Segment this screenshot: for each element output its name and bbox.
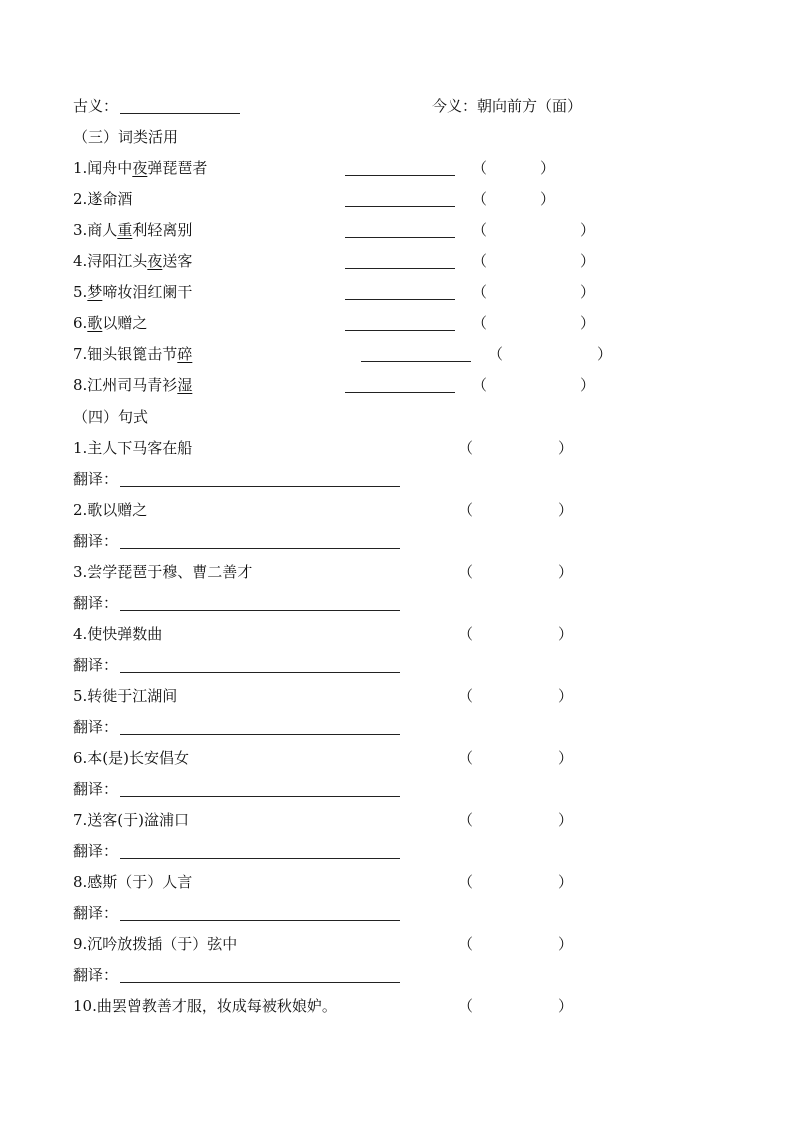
sentence-item: 1.主人下马客在船 xyxy=(73,439,193,457)
item-text: 8.江州司马青衫 xyxy=(73,376,178,394)
paren-open: （ xyxy=(458,625,474,643)
paren-open: （ xyxy=(472,376,488,394)
paren-open: （ xyxy=(488,345,504,363)
underlined-word: 梦 xyxy=(87,283,103,301)
answer-blank[interactable] xyxy=(345,223,455,238)
paren-open: （ xyxy=(458,997,474,1015)
paren-close: ） xyxy=(597,345,613,363)
paren-close: ） xyxy=(580,314,596,332)
answer-blank[interactable] xyxy=(345,161,455,176)
translation-blank[interactable] xyxy=(120,782,400,797)
underlined-word: 歌 xyxy=(87,314,103,332)
item-text: 利轻离别 xyxy=(132,221,193,239)
paren-close: ） xyxy=(580,252,596,270)
section3-item xyxy=(73,282,192,302)
section3-item xyxy=(73,344,192,364)
ancient-meaning-label: 古义： xyxy=(73,97,119,115)
paren-close: ） xyxy=(580,376,596,394)
paren-open: （ xyxy=(472,190,488,208)
paren-close: ） xyxy=(558,873,574,891)
translate-label: 翻译： xyxy=(73,656,119,674)
translation-blank[interactable] xyxy=(120,658,400,673)
translation-blank[interactable] xyxy=(120,472,400,487)
answer-blank[interactable] xyxy=(345,192,455,207)
translation-blank[interactable] xyxy=(120,596,400,611)
translation-blank[interactable] xyxy=(120,844,400,859)
paren-open: （ xyxy=(458,749,474,767)
sentence-item: 9.沉吟放拨插（于）弦中 xyxy=(73,935,238,953)
paren-open: （ xyxy=(472,159,488,177)
paren-close: ） xyxy=(558,501,574,519)
translate-label: 翻译： xyxy=(73,532,119,550)
answer-blank[interactable] xyxy=(361,347,471,362)
section3-item xyxy=(73,220,192,240)
item-text: 送客 xyxy=(162,252,193,270)
item-text: 弹琵琶者 xyxy=(147,159,208,177)
section3-item xyxy=(73,158,207,178)
paren-open: （ xyxy=(472,252,488,270)
underlined-word: 重 xyxy=(117,221,133,239)
item-text: 2. xyxy=(73,190,88,208)
item-text: 7.钿头银篦击节 xyxy=(73,345,178,363)
translation-blank[interactable] xyxy=(120,968,400,983)
underlined-word: 夜 xyxy=(132,159,148,177)
answer-blank[interactable] xyxy=(345,285,455,300)
paren-close: ） xyxy=(558,439,574,457)
answer-blank[interactable] xyxy=(345,316,455,331)
paren-open: （ xyxy=(458,501,474,519)
sentence-item: 10.曲罢曾教善才服，妆成每被秋娘妒。 xyxy=(73,997,337,1015)
paren-close: ） xyxy=(580,221,596,239)
underlined-word: 碎 xyxy=(177,345,193,363)
sentence-item: 8.感斯（于）人言 xyxy=(73,873,193,891)
paren-close: ） xyxy=(540,190,556,208)
section4-title: （四）句式 xyxy=(73,408,149,426)
section3-item xyxy=(73,251,192,271)
translation-blank[interactable] xyxy=(120,534,400,549)
item-text: 遂命酒 xyxy=(87,190,133,208)
underlined-word: 湿 xyxy=(177,376,193,394)
answer-blank[interactable] xyxy=(345,378,455,393)
translate-label: 翻译： xyxy=(73,904,119,922)
paren-close: ） xyxy=(558,997,574,1015)
section3-item xyxy=(73,189,132,209)
sentence-item: 6.本(是)长安倡女 xyxy=(73,749,190,767)
section3-title: （三）词类活用 xyxy=(73,128,179,146)
modern-meaning-label: 今义：朝向前方（面） xyxy=(432,97,583,115)
paren-open: （ xyxy=(458,439,474,457)
answer-blank[interactable] xyxy=(345,254,455,269)
underlined-word: 夜 xyxy=(147,252,163,270)
translation-blank[interactable] xyxy=(120,720,400,735)
section3-item xyxy=(73,375,192,395)
paren-close: ） xyxy=(558,687,574,705)
sentence-item: 3.尝学琵琶于穆、曹二善才 xyxy=(73,563,253,581)
item-text: 以赠之 xyxy=(102,314,148,332)
paren-open: （ xyxy=(458,811,474,829)
paren-close: ） xyxy=(558,625,574,643)
paren-close: ） xyxy=(558,935,574,953)
paren-open: （ xyxy=(458,935,474,953)
paren-close: ） xyxy=(558,749,574,767)
paren-open: （ xyxy=(458,873,474,891)
translate-label: 翻译： xyxy=(73,594,119,612)
sentence-item: 4.使快弹数曲 xyxy=(73,625,163,643)
paren-open: （ xyxy=(458,563,474,581)
paren-close: ） xyxy=(558,563,574,581)
paren-close: ） xyxy=(540,159,556,177)
item-text: 3.商人 xyxy=(73,221,118,239)
paren-open: （ xyxy=(472,314,488,332)
item-text: 1.闻舟中 xyxy=(73,159,133,177)
translate-label: 翻译： xyxy=(73,966,119,984)
item-text: 6. xyxy=(73,314,88,332)
item-text: 5. xyxy=(73,283,88,301)
paren-close: ） xyxy=(580,283,596,301)
item-text: 啼妆泪红阑干 xyxy=(102,283,193,301)
translate-label: 翻译： xyxy=(73,470,119,488)
paren-open: （ xyxy=(472,283,488,301)
translate-label: 翻译： xyxy=(73,718,119,736)
ancient-meaning-blank[interactable] xyxy=(120,99,240,114)
paren-close: ） xyxy=(558,811,574,829)
sentence-item: 7.送客(于)湓浦口 xyxy=(73,811,190,829)
translate-label: 翻译： xyxy=(73,842,119,860)
section3-item xyxy=(73,313,147,333)
translate-label: 翻译： xyxy=(73,780,119,798)
paren-open: （ xyxy=(472,221,488,239)
item-text: 4.浔阳江头 xyxy=(73,252,148,270)
translation-blank[interactable] xyxy=(120,906,400,921)
paren-open: （ xyxy=(458,687,474,705)
sentence-item: 2.歌以赠之 xyxy=(73,501,148,519)
sentence-item: 5.转徙于江湖间 xyxy=(73,687,178,705)
